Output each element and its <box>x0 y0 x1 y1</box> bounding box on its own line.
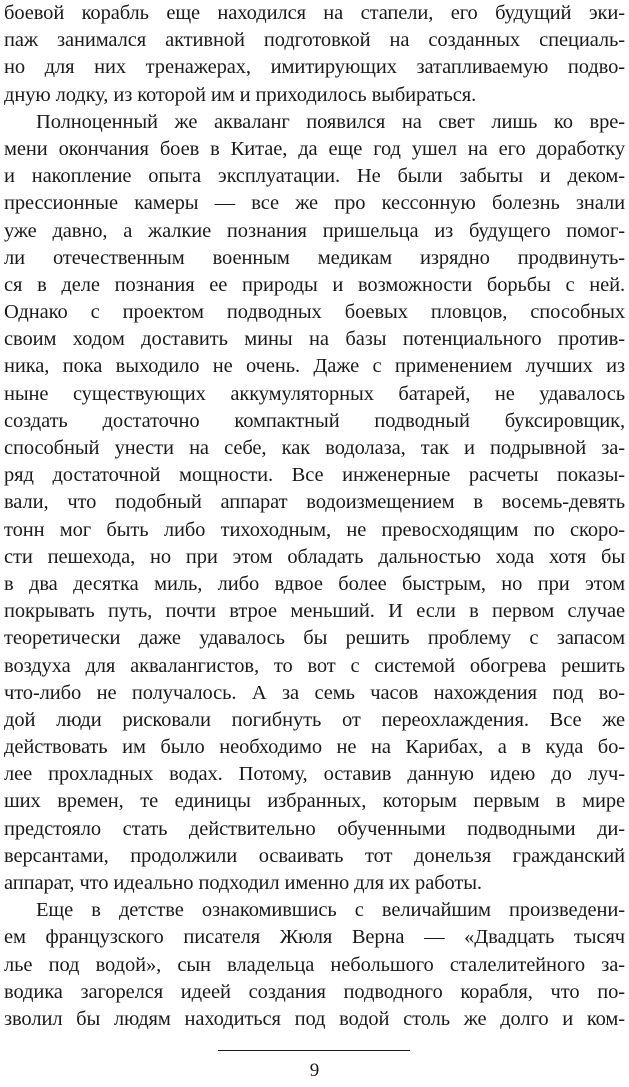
text-line: создать достаточно компактный подводный буксировщик, <box>4 409 625 432</box>
text-line: тонн мог быть либо тихоходным, не превосходящим по скоро- <box>4 518 625 541</box>
body-text <box>4 0 625 1033</box>
text-line: Полноценный же акваланг появился на свет лишь ко вре- <box>36 110 625 133</box>
text-line: и накопление опыта эксплуатации. Не были забыты и деком- <box>4 165 625 188</box>
text-line: водика загорелся идеей создания подводного корабля, что по- <box>4 980 625 1003</box>
text-line: уже давно, а жалкие познания пришельца из будущего помог- <box>4 219 625 242</box>
text-line: ли отечественным военным медикам изрядно продвинуть- <box>4 246 625 269</box>
text-line: своим ходом доставить мины на базы потенциального против- <box>4 328 625 351</box>
text-line: ника, пока выходило не очень. Даже с применением лучших из <box>4 355 625 378</box>
text-line: Еще в детстве ознакомившись с величайшим произведени- <box>36 899 625 922</box>
text-line: прессионные камеры — все же про кессонную болезнь знали <box>4 192 625 215</box>
text-line: дную лодку, из которой им и приходилось выбираться. <box>4 83 477 106</box>
text-line: ем французского писателя Жюля Верна — «Двадцать тысяч <box>4 926 625 949</box>
page-number: 9 <box>309 1060 320 1081</box>
text-line: способный унести на себе, как водолаза, так и подрывной за- <box>4 437 625 459</box>
text-line: ряд достаточной мощности. Все инженерные расчеты показы- <box>4 464 625 487</box>
text-line: действовать им было необходимо не на Карибах, а в куда бо- <box>4 736 625 759</box>
text-line: но для них тренажерах, имитирующих затапливаемую подво- <box>4 56 625 79</box>
text-line: ся в деле познания ее природы и возможности борьбы с ней. <box>4 273 625 296</box>
text-line: аппарат, что идеально подходил именно для их работы. <box>4 872 482 894</box>
text-line: Однако с проектом подводных боевых пловцов, способных <box>4 301 625 324</box>
text-line: дой люди рисковали погибнуть от переохлаждения. Все же <box>4 708 625 731</box>
text-line: в два десятка миль, либо вдвое более быстрым, но при этом <box>4 572 625 595</box>
text-line: ныне существующих аккумуляторных батарей, не удавалось <box>4 382 625 405</box>
text-line: лее прохладных водах. Потому, оставив данную идею до луч- <box>4 763 625 786</box>
text-line: версантами, продолжили осваивать тот донельзя гражданский <box>4 844 625 867</box>
text-line: предстояло стать действительно обученными подводными ди- <box>4 817 625 840</box>
footer-rule <box>218 1050 410 1051</box>
text-line: теоретически даже удавалось бы решить проблему с запасом <box>4 627 625 650</box>
text-line: паж занимался активной подготовкой на созданных специаль- <box>4 29 625 52</box>
text-line: сти пешехода, но при этом обладать дальностью хода хотя бы <box>4 545 625 568</box>
text-line: боевой корабль еще находился на стапели, его будущий эки- <box>4 2 625 24</box>
text-line: зволил бы людям находиться под водой столь же долго и ком- <box>4 1007 625 1030</box>
text-line: ших времен, те единицы избранных, которым первым в мире <box>4 790 625 813</box>
text-line: вали, что подобный аппарат водоизмещением в восемь-девять <box>4 491 625 514</box>
text-line: лье под водой», сын владельца небольшого сталелитейного за- <box>4 953 625 976</box>
text-line: мени окончания боев в Китае, да еще год ушел на его доработку <box>4 137 625 160</box>
text-line: что-либо не получалось. А за семь часов нахождения под во- <box>4 681 625 704</box>
text-line: покрывать путь, почти втрое меньший. И если в первом случае <box>4 600 625 623</box>
text-line: воздуха для аквалангистов, то вот с системой обогрева решить <box>4 654 625 677</box>
